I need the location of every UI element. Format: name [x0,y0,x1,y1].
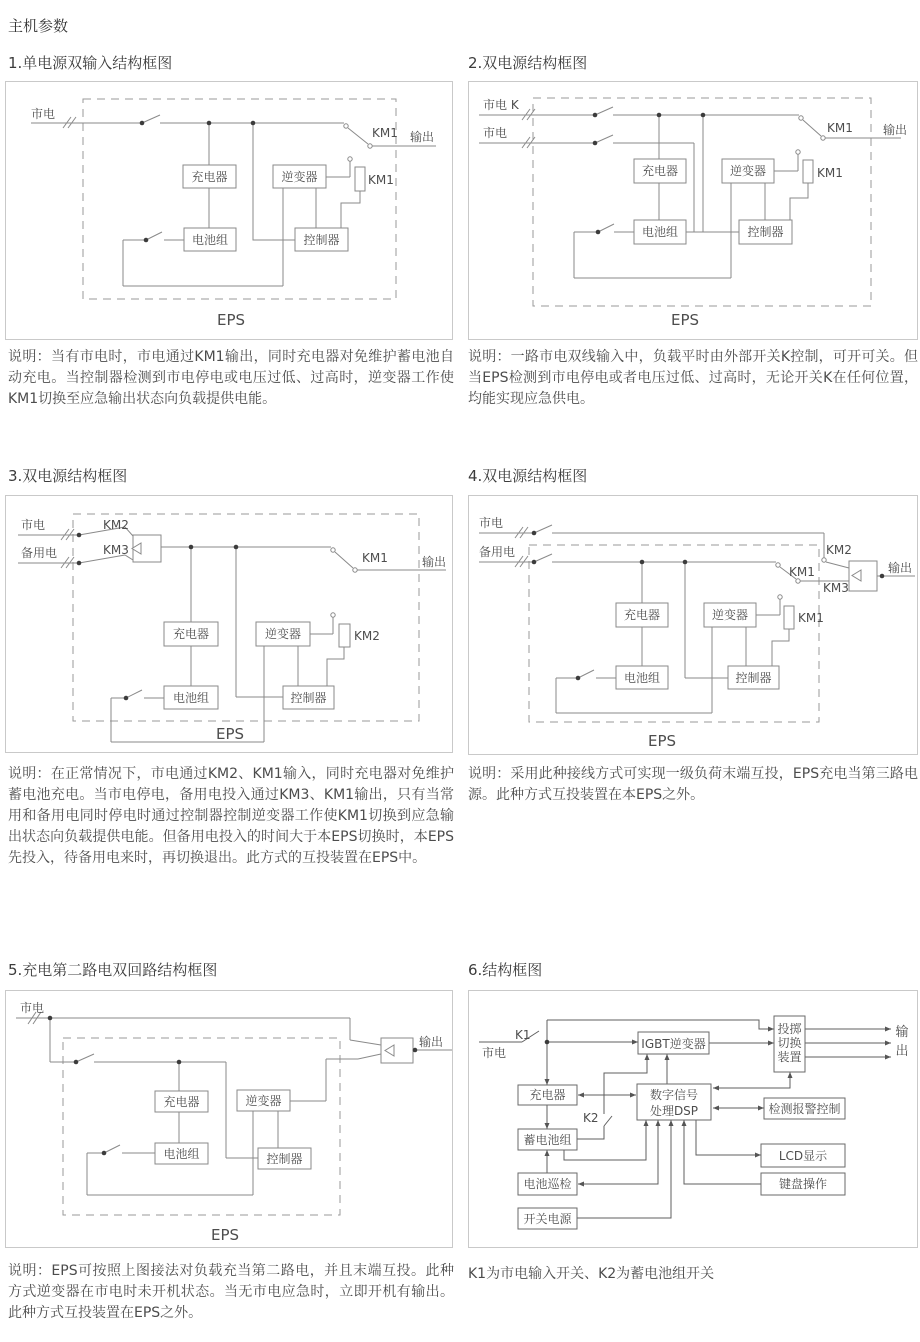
km1-contact [776,563,780,567]
battery-label: 电池组 [172,691,210,705]
transfer-device-label-3: 装置 [777,1050,802,1064]
km1-coil [784,606,794,629]
section-1-desc: 说明：当有市电时，市电通过KM1输出，同时充电器对免维护蓄电池自动充电。当控制器检测到市电停电或电压过低、过高时，逆变器工作使KM1切换至应急输出状态向负载提供电能。 [8,349,454,407]
diagram-1 [6,82,452,339]
backup-label: 备用电 [479,545,516,559]
backup-label: 备用电 [21,546,58,560]
inverter-label: 逆变器 [711,608,749,622]
eps-label: EPS [647,732,677,750]
charger-label: 充电器 [529,1088,566,1102]
section-3-title: 3.双电源结构框图 [8,467,128,485]
output-label: 输出 [888,561,913,575]
eps-dashed-boundary [529,545,819,722]
eps-dashed-boundary [533,98,871,306]
diagram-5 [6,991,452,1247]
km3-switch-label: KM3 [103,543,129,557]
output-label: 输出 [419,1035,444,1049]
page-title: 主机参数 [8,17,69,35]
section-2-desc: 说明：一路市电双线输入中，负载平时由外部开关K控制，可开可关。但当EPS检测到市电停电或者电压过低、过高时，无论开关K在任何位置，均能实现应急供电。 [468,349,918,407]
mains-label: 市电 [482,1046,507,1060]
battery-patrol-label: 电池巡检 [523,1177,572,1191]
diagram-2-frame [468,81,918,340]
km1-coil-label: KM1 [798,611,824,625]
charger-label: 充电器 [623,608,661,622]
transfer-device-label-1: 投掷 [777,1022,802,1036]
diagram-3-frame [5,495,453,753]
battery-label: 电池组 [641,225,679,239]
eps-label: EPS [670,311,700,329]
diagram-3 [6,496,452,752]
battery-label: 电池组 [163,1147,200,1161]
section-1-title: 1.单电源双输入结构框图 [8,54,173,72]
transfer-device-label-2: 切换 [777,1036,802,1050]
switch-power-label: 开关电源 [523,1212,572,1226]
charger-label: 充电器 [641,164,679,178]
dsp-label-2: 处理DSP [649,1104,699,1118]
km1-contact [331,548,335,552]
keyboard-label: 键盘操作 [778,1177,828,1191]
km1-switch-label: KM1 [372,126,398,140]
charger-label: 充电器 [163,1095,200,1109]
battery-pack-label: 蓄电池组 [523,1133,572,1147]
section-5-desc: 说明：EPS可按照上图接法对负载充当第二路电，并且末端互投。此种方式逆变器在市电时未开机状态。当无市电应急时，立即开机有输出。此种方式互投装置在EPS之外。 [8,1263,454,1321]
mains-label: 市电 [21,518,46,532]
km1-contact [353,568,357,572]
battery-label: 电池组 [191,233,229,247]
mains-label: 市电 [31,107,56,121]
inverter-label: 逆变器 [264,627,302,641]
km1-contact [796,579,800,583]
charger-label: 充电器 [191,170,228,184]
diagram-4 [469,496,917,754]
output-label: 输出 [410,130,435,144]
mains-label: 市电 [479,516,504,530]
km1-switch-label: KM1 [362,551,388,565]
km1-contact [821,136,825,140]
mains-label: 市电 [483,126,508,140]
controller-label: 控制器 [266,1152,303,1166]
km1-switch-label: KM1 [789,565,815,579]
diagram-6 [469,991,917,1247]
eps-dashed-boundary [63,1038,340,1215]
igbt-inverter-label: IGBT逆变器 [641,1037,706,1051]
section-6-title: 6.结构框图 [468,961,543,979]
km2-switch-label: KM2 [103,518,129,532]
k2-switch-label: K2 [583,1111,599,1125]
diagram-5-frame [5,990,453,1248]
km1-coil-label: KM1 [368,173,394,187]
k1-switch-label: K1 [515,1028,531,1042]
km2-contact [822,558,826,562]
km1-coil [803,160,813,183]
lcd-display-label: LCD显示 [778,1149,828,1163]
section-3-desc: 说明：在正常情况下，市电通过KM2、KM1输入，同时充电器对免维护蓄电池充电。当市电停电，备用电投入通过KM3、KM1输出，只有当常用和备用电同时停电时通过控制器控制逆变器工作使KM1切换到应急输出状态向负载提供电能。但备用电投入的时间大于本EPS切换时，本EPS先投入，待备用电来时，再切换退出。此方式的互投装置在EPS中。 [8,766,454,866]
km1-switch-label: KM1 [827,121,853,135]
controller-label: 控制器 [747,225,784,239]
mains-k-label: 市电 K [483,98,519,112]
wiring [31,115,436,286]
km2-switch-label: KM2 [826,543,852,557]
inverter-label: 逆变器 [281,170,318,184]
km1-emergency-contact [348,157,352,161]
output-label: 输出 [883,123,908,137]
km1-contact [368,144,372,148]
km1-emergency-contact [796,150,800,154]
battery-label: 电池组 [623,671,661,685]
km2-coil [339,624,350,647]
km1-emergency-contact [778,595,782,599]
km2-emergency-contact [331,613,335,617]
km1-coil-label: KM1 [817,166,843,180]
diagram-1-frame [5,81,453,340]
diagram-4-frame [468,495,918,755]
inverter-label: 逆变器 [729,164,767,178]
eps-label: EPS [216,311,246,329]
diagram-2 [469,82,917,339]
mains-label: 市电 [20,1001,45,1015]
km2-coil-label: KM2 [354,629,380,643]
output-label-2: 出 [895,1044,909,1059]
controller-label: 控制器 [735,671,772,685]
controller-label: 控制器 [303,233,340,247]
km1-contact [344,124,348,128]
km3-switch-label: KM3 [823,581,849,595]
inverter-label: 逆变器 [245,1094,282,1108]
charger-label: 充电器 [172,627,210,641]
section-4-title: 4.双电源结构框图 [468,467,588,485]
section-5-title: 5.充电第二路电双回路结构框图 [8,961,218,979]
output-label: 输出 [422,555,447,569]
eps-label: EPS [210,1226,240,1244]
section-6-note: K1为市电输入开关、K2为蓄电池组开关 [468,1266,715,1282]
km1-coil [355,167,365,191]
diagram-6-frame [468,990,918,1248]
alarm-control-label: 检测报警控制 [768,1102,841,1116]
section-2-title: 2.双电源结构框图 [468,54,588,72]
km1-contact [799,116,803,120]
controller-label: 控制器 [290,691,327,705]
dsp-label-1: 数字信号 [649,1088,699,1102]
output-label-1: 输 [895,1025,909,1040]
eps-label: EPS [215,725,245,743]
section-4-desc: 说明：采用此种接线方式可实现一级负荷末端互投，EPS充电当第三路电源。此种方式互投装置在本EPS之外。 [468,766,918,803]
